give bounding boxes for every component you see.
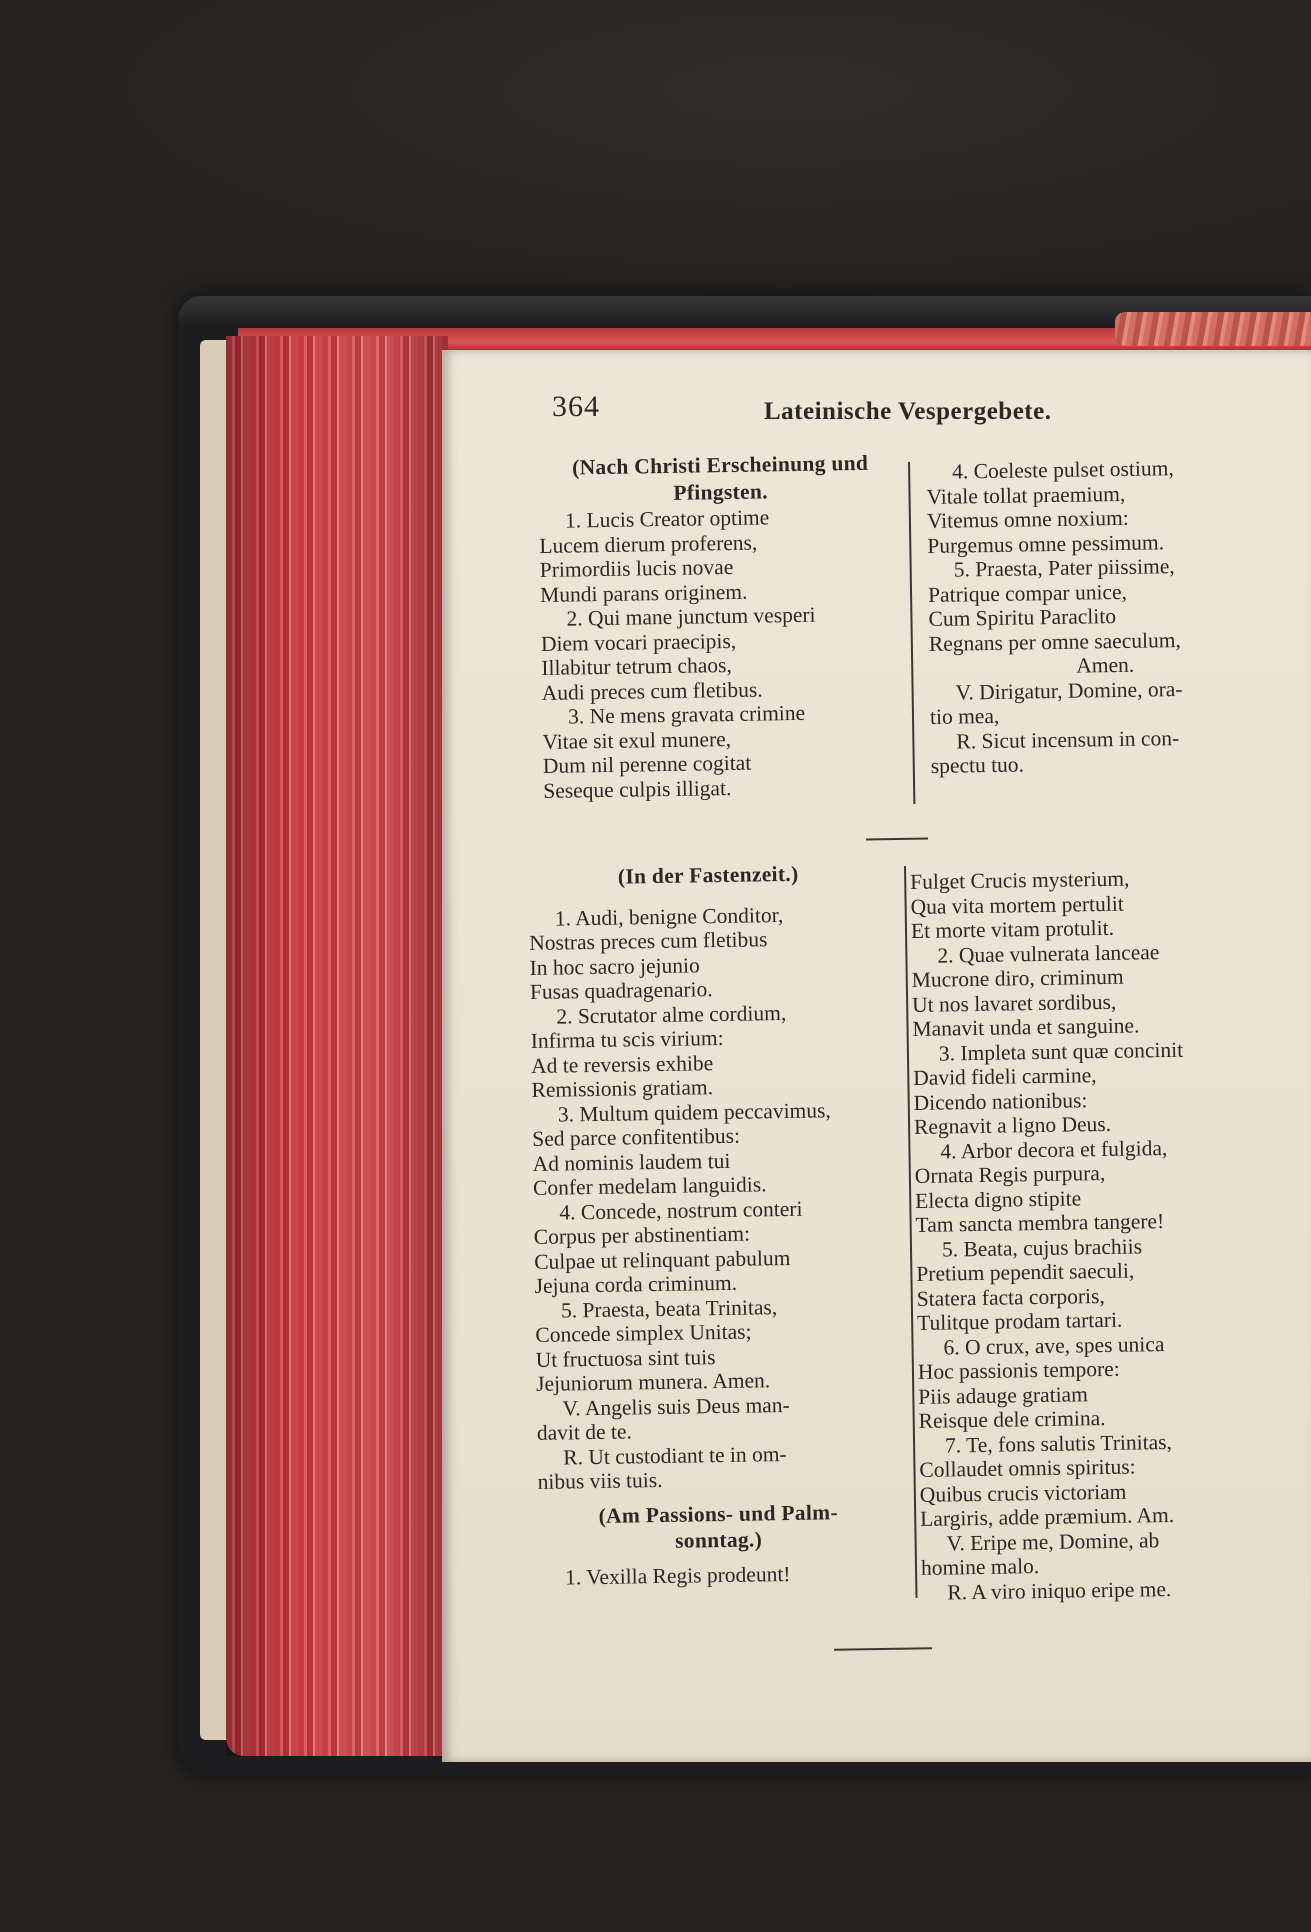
verse-line: Ad nominis laudem tui xyxy=(532,1148,731,1176)
verse-line: Quibus crucis victoriam xyxy=(919,1479,1127,1507)
verse-line: Hoc passionis tempore: xyxy=(917,1356,1120,1384)
verse-line: Tam sancta membra tangere! xyxy=(915,1209,1165,1237)
verse-line: Primordiis lucis novae xyxy=(539,554,734,582)
verse-line: Piis adauge gratiam xyxy=(918,1381,1089,1409)
section1-right-column xyxy=(926,454,1283,778)
verse-line: Regnans per omne saeculum, xyxy=(928,627,1181,656)
verse-line: Jejuna corda criminum. xyxy=(534,1270,738,1298)
verse-line: 1. Audi, benigne Conditor, xyxy=(554,902,784,931)
verse-line: R. A viro iniquo eripe me. xyxy=(947,1576,1172,1605)
verse-line: Fusas quadragenario. xyxy=(529,977,713,1004)
verse-line: Pretium pependit saeculi, xyxy=(916,1258,1135,1286)
bookmark-ribbon xyxy=(1115,312,1311,346)
verse-line: David fideli carmine, xyxy=(913,1063,1097,1090)
verse-line: Amen. xyxy=(1076,652,1135,678)
verse-line: 5. Praesta, Pater piissime, xyxy=(953,554,1175,582)
verse-line: Fulget Crucis mysterium, xyxy=(910,866,1130,894)
verse-line: 3. Impleta sunt quæ concinit xyxy=(938,1037,1184,1066)
verse-line: Diem vocari praecipis, xyxy=(540,628,737,656)
running-title: Lateinische Vespergebete. xyxy=(764,398,1052,425)
verse-line: Nostras preces cum fletibus xyxy=(529,927,768,955)
verse-line: Statera facta corporis, xyxy=(916,1283,1105,1311)
verse-line: Ad te reversis exhibe xyxy=(530,1050,714,1078)
verse-line: Vitale tollat praemium, xyxy=(926,481,1126,509)
verse-line: Vitae sit exul munere, xyxy=(542,726,732,754)
verse-line: 3. Ne mens gravata crimine xyxy=(567,700,806,729)
section-heading: (Am Passions- und Palm- xyxy=(598,1499,838,1528)
section1-left-column xyxy=(538,450,907,803)
verse-line: 6. O crux, ave, spes unica xyxy=(943,1331,1165,1360)
verse-line: Collaudet omnis spiritus: xyxy=(919,1454,1136,1482)
verse-line: V. Angelis suis Deus man- xyxy=(562,1392,790,1421)
verse-line: Jejuniorum munera. Amen. xyxy=(535,1368,771,1396)
verse-line: R. Sicut incensum in con- xyxy=(956,725,1180,754)
verse-line: Sed parce confitentibus: xyxy=(532,1123,741,1151)
section-heading: sonntag.) xyxy=(674,1527,763,1553)
section-heading: (Nach Christi Erscheinung und xyxy=(571,450,869,480)
verse-line: 4. Coeleste pulset ostium, xyxy=(951,456,1174,484)
verse-line: V. Dirigatur, Domine, ora- xyxy=(955,676,1183,705)
verse-line: Largiris, adde præmium. Am. xyxy=(920,1502,1175,1531)
verse-line: Manavit unda et sanguine. xyxy=(912,1013,1140,1041)
verse-line: Lucem dierum proferens, xyxy=(539,530,758,558)
background xyxy=(0,0,1311,300)
page-number: 364 xyxy=(552,390,600,423)
verse-line: davit de te. xyxy=(536,1419,633,1445)
verse-line: Infirma tu scis virium: xyxy=(530,1025,724,1053)
verse-line: 4. Arbor decora et fulgida, xyxy=(940,1135,1168,1164)
verse-line: 2. Scrutator alme cordium, xyxy=(556,1000,787,1029)
verse-line: Remissionis gratiam. xyxy=(531,1075,714,1102)
verse-line: Corpus per abstinentiam: xyxy=(533,1221,751,1249)
verse-line: 3. Multum quidem peccavimus, xyxy=(557,1097,831,1127)
verse-line: Culpae ut relinquant pabulum xyxy=(534,1245,791,1274)
verse-line: Patrique compar unice, xyxy=(927,579,1128,607)
verse-line: Illabitur tetrum chaos, xyxy=(541,652,732,680)
verse-line: Confer medelam languidis. xyxy=(532,1172,767,1200)
verse-line: Qua vita mortem pertulit xyxy=(910,891,1124,919)
verse-line: Cum Spiritu Paraclito xyxy=(928,604,1117,631)
verse-line: Dicendo nationibus: xyxy=(913,1087,1088,1115)
section2-left-column xyxy=(528,860,899,1590)
verse-line: Purgemus omne pessimum. xyxy=(927,529,1165,558)
verse-line: 1. Lucis Creator optime xyxy=(564,505,770,533)
section-heading: (In der Fastenzeit.) xyxy=(617,861,799,889)
verse-line: homine malo. xyxy=(920,1554,1040,1580)
verse-line: 7. Te, fons salutis Trinitas, xyxy=(944,1429,1173,1458)
verse-line: Dum nil perenne cogitat xyxy=(542,750,752,778)
verse-line: Tulitque prodam tartari. xyxy=(916,1307,1123,1335)
verse-line: Et morte vitam protulit. xyxy=(910,915,1115,943)
verse-line: In hoc sacro jejunio xyxy=(529,952,700,980)
verse-line: 2. Qui mane junctum vesperi xyxy=(566,602,816,631)
verse-line: spectu tuo. xyxy=(930,752,1025,778)
verse-line: Concede simplex Unitas; xyxy=(535,1319,752,1347)
verse-line: R. Ut custodiant te in om- xyxy=(563,1441,787,1470)
verse-line: 5. Praesta, beata Trinitas, xyxy=(560,1294,778,1323)
verse-line: Mucrone diro, criminum xyxy=(911,964,1124,992)
verse-line: Reisque dele crimina. xyxy=(918,1405,1106,1433)
red-page-edges xyxy=(226,336,448,1756)
verse-line: 2. Quae vulnerata lanceae xyxy=(937,939,1160,968)
verse-line: V. Eripe me, Domine, ab xyxy=(946,1527,1160,1556)
verse-line: Ut fructuosa sint tuis xyxy=(535,1344,716,1372)
verse-line: Mundi parans originem. xyxy=(539,579,748,607)
verse-line: 1. Vexilla Regis prodeunt! xyxy=(564,1561,791,1590)
verse-line: Ut nos lavaret sordibus, xyxy=(911,989,1117,1017)
verse-line: 4. Concede, nostrum conteri xyxy=(559,1196,803,1225)
verse-line: tio mea, xyxy=(929,703,1000,729)
verse-line: Seseque culpis illigat. xyxy=(543,775,732,803)
section-heading: Pfingsten. xyxy=(673,478,768,505)
verse-line: nibus viis tuis. xyxy=(537,1467,663,1494)
verse-line: Electa digno stipite xyxy=(915,1185,1082,1213)
verse-line: Audi preces cum fletibus. xyxy=(541,677,763,705)
verse-line: 5. Beata, cujus brachiis xyxy=(941,1233,1143,1262)
section2-right-column xyxy=(910,864,1301,1605)
verse-line: Vitemus omne noxium: xyxy=(926,505,1129,533)
verse-line: Ornata Regis purpura, xyxy=(914,1160,1106,1188)
verse-line: Regnavit a ligno Deus. xyxy=(913,1111,1112,1139)
